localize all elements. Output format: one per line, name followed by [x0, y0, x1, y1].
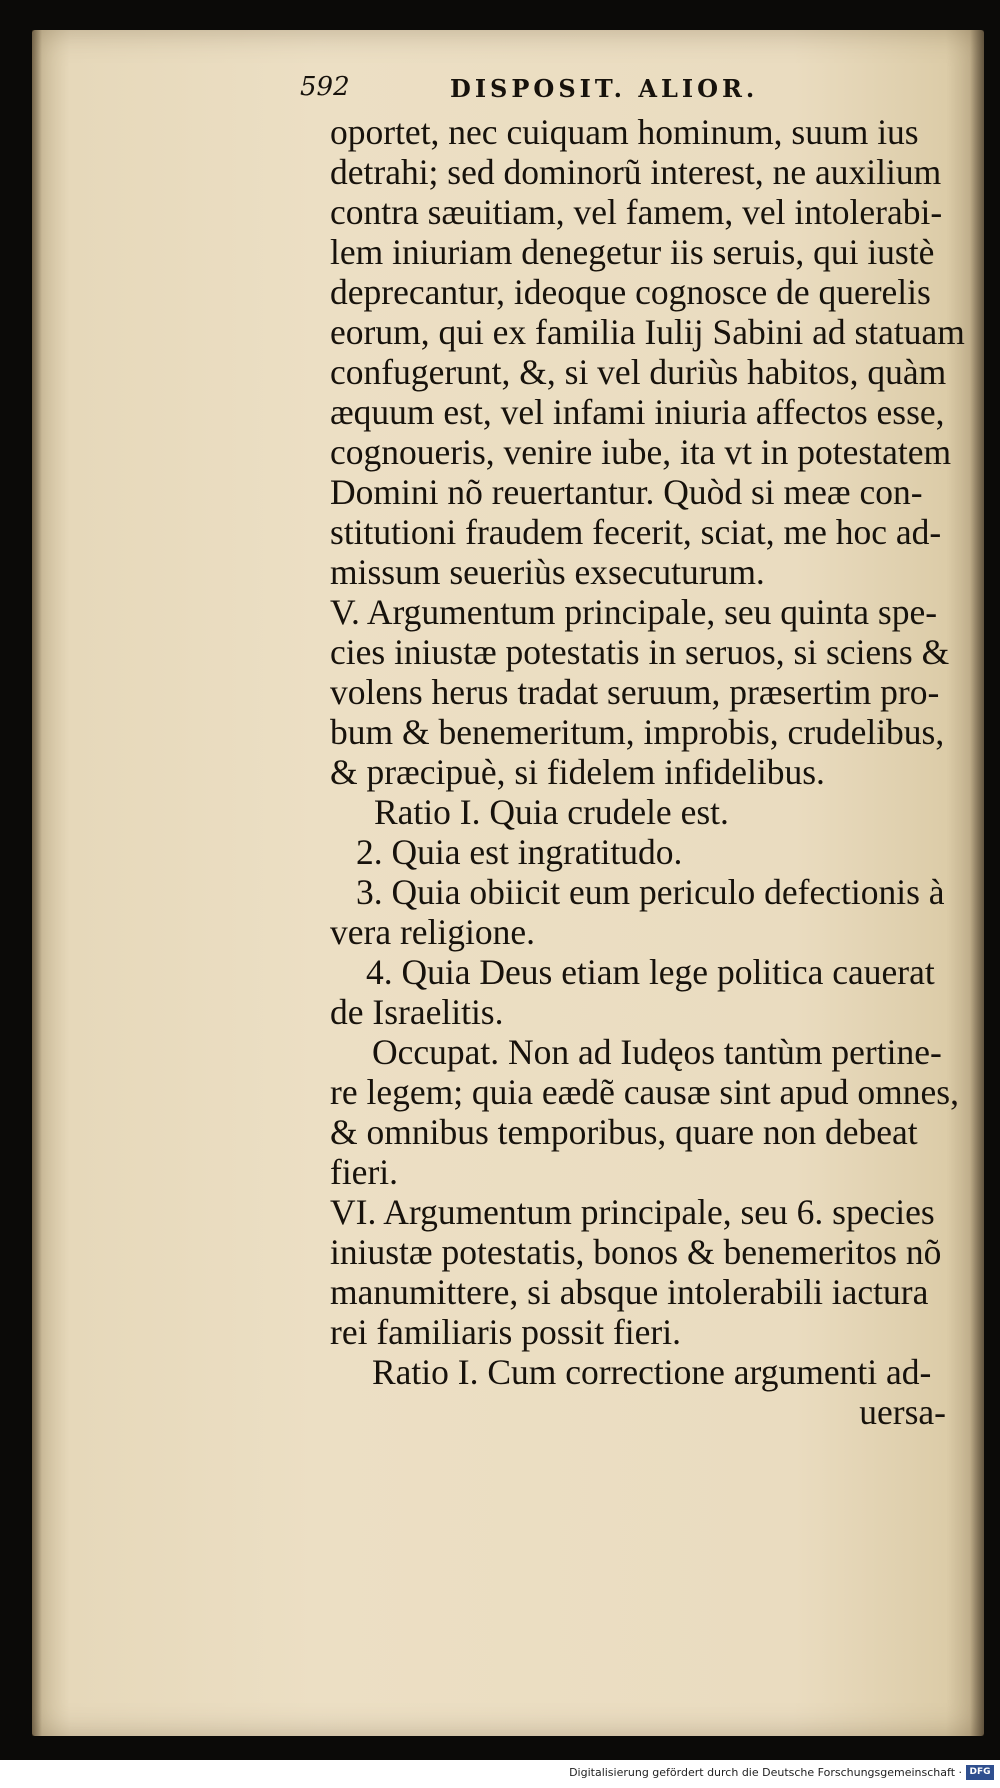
text-line: 4. Quia Deus etiam lege politica cauerat [366, 952, 935, 992]
text-line: Ratio I. Cum correctione argumenti ad- [372, 1352, 932, 1392]
text-line: VI. Argumentum principale, seu 6. species [330, 1192, 935, 1232]
catchword: uersa- [859, 1392, 946, 1432]
footer-bar [0, 1760, 1000, 1788]
text-line: V. Argumentum principale, seu quinta spe- [330, 592, 938, 632]
text-line: fieri. [330, 1152, 399, 1192]
text-line: eorum, qui ex familia Iulij Sabini ad statuam [330, 312, 965, 352]
page-number: 592 [300, 72, 350, 102]
text-line: & præcipuè, si fidelem infidelibus. [330, 752, 825, 792]
dfg-logo: DFG [966, 1765, 994, 1780]
text-line: stitutioni fraudem fecerit, sciat, me hoc ad- [330, 512, 942, 552]
text-line: Ratio I. Quia crudele est. [374, 792, 729, 832]
text-line: cies iniustæ potestatis in seruos, si sciens & [330, 632, 950, 672]
text-line: missum seueriùs exsecuturum. [330, 552, 765, 592]
text-line: oportet, nec cuiquam hominum, suum ius [330, 112, 919, 152]
text-line: 2. Quia est ingratitudo. [356, 832, 683, 872]
text-line: deprecantur, ideoque cognosce de querelis [330, 272, 931, 312]
text-line: iniustæ potestatis, bonos & benemeritos nõ [330, 1232, 942, 1272]
text-line: re legem; quia eædẽ causæ sint apud omnes, [330, 1072, 959, 1112]
text-line: contra sæuitiam, vel famem, vel intolerabi- [330, 192, 943, 232]
page-header [300, 70, 860, 110]
body-text [330, 112, 965, 1432]
text-line: æquum est, vel infami iniuria affectos esse, [330, 392, 945, 432]
text-line: bum & benemeritum, improbis, crudelibus, [330, 712, 945, 752]
text-line: vera religione. [330, 912, 536, 952]
text-line: Occupat. Non ad Iudęos tantùm pertine- [372, 1032, 942, 1072]
text-line: de Israelitis. [330, 992, 504, 1032]
text-line: detrahi; sed dominorũ interest, ne auxilium [330, 152, 942, 192]
text-line: Domini nõ reuertantur. Quòd si meæ con- [330, 472, 923, 512]
text-line: 3. Quia obiicit eum periculo defectionis à [356, 872, 945, 912]
running-head: DISPOSIT. ALIOR. [450, 74, 759, 103]
text-line: confugerunt, &, si vel duriùs habitos, quàm [330, 352, 947, 392]
text-line: & omnibus temporibus, quare non debeat [330, 1112, 918, 1152]
text-line: cognoueris, venire iube, ita vt in potestatem [330, 432, 952, 472]
page-edge-shadow [970, 30, 984, 1736]
text-line: rei familiaris possit fieri. [330, 1312, 681, 1352]
funding-credit: Digitalisierung gefördert durch die Deutsche Forschungsgemeinschaft · [569, 1766, 962, 1779]
text-line: manumittere, si absque intolerabili iactura [330, 1272, 929, 1312]
text-line: lem iniuriam denegetur iis seruis, qui iustè [330, 232, 935, 272]
page-gutter-shadow [32, 30, 42, 1736]
text-line: volens herus tradat seruum, præsertim pro- [330, 672, 940, 712]
